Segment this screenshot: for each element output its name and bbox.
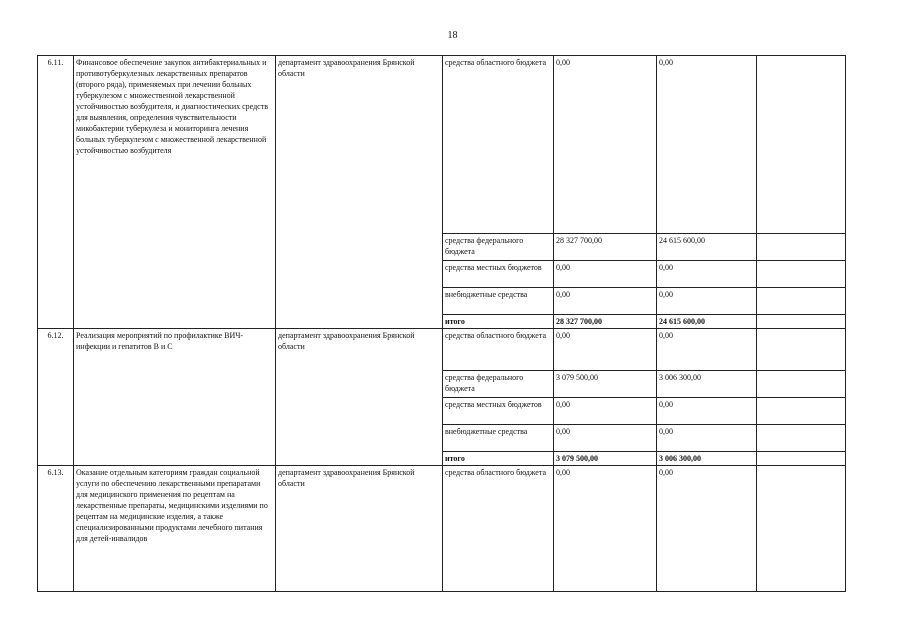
funding-value-2: 0,00 [657, 56, 757, 234]
funding-value-2: 3 006 300,00 [657, 371, 757, 398]
empty-cell [757, 234, 846, 261]
empty-cell [757, 398, 846, 425]
executor: департамент здравоохранения Брянской области [276, 329, 443, 466]
empty-cell [757, 425, 846, 452]
funding-value-1: 0,00 [554, 288, 657, 315]
page-number: 18 [447, 30, 458, 41]
table-row [38, 466, 846, 592]
activity-title: Оказание отдельным категориям граждан социальной услуги по обеспечению лекарственными препаратами для медицинского применения по рецептам на лекарственные препараты, медицинскими изделиями по рецептам на медицинские изделия, а также специализированными продуктами лечебного питания для детей-инвалидов [74, 466, 276, 592]
funding-total-2: 24 615 600,00 [657, 315, 757, 329]
funding-value-1: 0,00 [554, 261, 657, 288]
funding-source: внебюджетные средства [443, 288, 554, 315]
funding-value-2: 0,00 [657, 398, 757, 425]
funding-value-2: 0,00 [657, 425, 757, 452]
funding-value-2: 24 615 600,00 [657, 234, 757, 261]
empty-cell [757, 315, 846, 329]
funding-value-2: 0,00 [657, 466, 757, 592]
funding-value-1: 28 327 700,00 [554, 234, 657, 261]
empty-cell [757, 371, 846, 398]
table-row [38, 329, 846, 371]
row-number: 6.12. [38, 329, 74, 466]
funding-total-label: итого [443, 452, 554, 466]
funding-source: средства областного бюджета [443, 329, 554, 371]
empty-cell [757, 261, 846, 288]
row-number: 6.11. [38, 56, 74, 329]
funding-value-1: 0,00 [554, 56, 657, 234]
funding-value-2: 0,00 [657, 261, 757, 288]
funding-value-1: 0,00 [554, 329, 657, 371]
activity-title: Финансовое обеспечение закупок антибактериальных и противотуберкулезных лекарственных препаратов (второго ряда), применяемых при лечении больных туберкулезом с множественной лекарственной устойчивостью возбудителя, и диагностических средств для выявления, определения чувствительности микобактерии туберкулеза и мониторинга лечения больных туберкулезом с множественной лекарственной устойчивостью возбудителя [74, 56, 276, 329]
table-row [38, 56, 846, 234]
funding-value-2: 0,00 [657, 329, 757, 371]
executor: департамент здравоохранения Брянской области [276, 56, 443, 329]
funding-source: средства местных бюджетов [443, 261, 554, 288]
funding-total-1: 28 327 700,00 [554, 315, 657, 329]
funding-value-1: 0,00 [554, 425, 657, 452]
funding-total-1: 3 079 500,00 [554, 452, 657, 466]
funding-source: средства федерального бюджета [443, 371, 554, 398]
empty-cell [757, 466, 846, 592]
funding-source: средства местных бюджетов [443, 398, 554, 425]
activity-title: Реализация мероприятий по профилактике ВИЧ-инфекции и гепатитов В и С [74, 329, 276, 466]
empty-cell [757, 329, 846, 371]
row-number: 6.13. [38, 466, 74, 592]
funding-value-1: 0,00 [554, 466, 657, 592]
funding-value-1: 0,00 [554, 398, 657, 425]
funding-value-2: 0,00 [657, 288, 757, 315]
executor: департамент здравоохранения Брянской области [276, 466, 443, 592]
funding-source: средства областного бюджета [443, 56, 554, 234]
funding-source: средства областного бюджета [443, 466, 554, 592]
funding-source: средства федерального бюджета [443, 234, 554, 261]
empty-cell [757, 56, 846, 234]
empty-cell [757, 288, 846, 315]
funding-total-label: итого [443, 315, 554, 329]
program-table [37, 55, 846, 592]
empty-cell [757, 452, 846, 466]
funding-total-2: 3 006 300,00 [657, 452, 757, 466]
funding-value-1: 3 079 500,00 [554, 371, 657, 398]
funding-source: внебюджетные средства [443, 425, 554, 452]
